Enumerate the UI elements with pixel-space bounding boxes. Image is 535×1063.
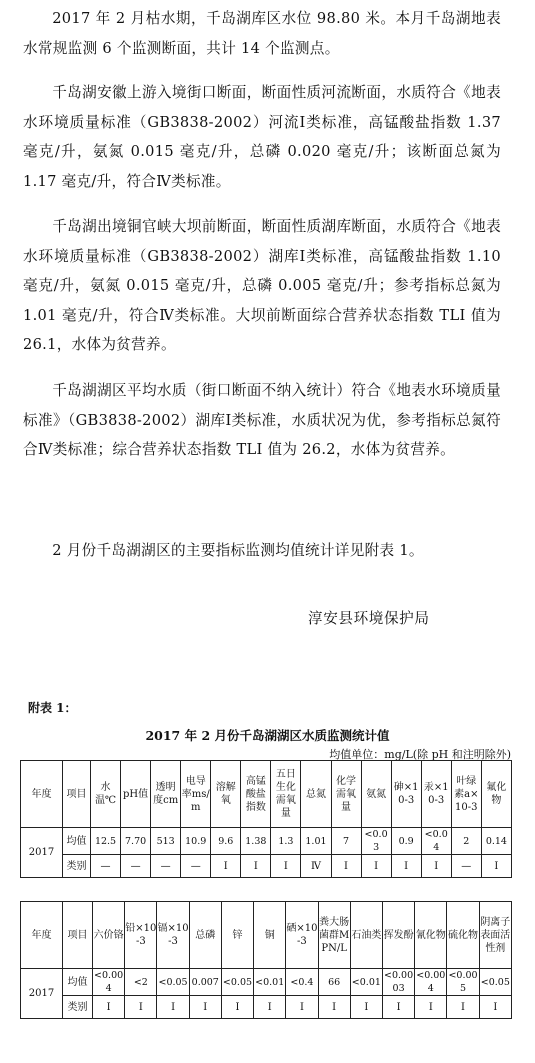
mean-value-cell: 0.9 <box>391 828 421 855</box>
class-value-cell: I <box>254 996 286 1019</box>
indicator-header: 汞×10-3 <box>421 761 451 828</box>
mean-value-cell: 10.9 <box>181 828 211 855</box>
indicator-header: 氨氮 <box>361 761 391 828</box>
class-value-cell: I <box>189 996 221 1019</box>
mean-value-cell: <0.05 <box>221 969 253 996</box>
year-header: 年度 <box>21 761 63 828</box>
indicator-header: 溶解氧 <box>211 761 241 828</box>
mean-value-cell: 7.70 <box>121 828 151 855</box>
indicator-header: 总磷 <box>189 902 221 969</box>
paragraph-intro: 2017 年 2 月枯水期，千岛湖库区水位 98.80 米。本月千岛湖地表水常规监测 6 个监测断面，共计 14 个监测点。 <box>23 10 501 57</box>
signature: 淳安县环境保护局 <box>308 610 430 627</box>
mean-value-cell: <0.004 <box>416 970 446 994</box>
class-value-cell: — <box>151 855 181 878</box>
mean-value-cell: <0.004 <box>94 970 124 994</box>
table-header-row <box>21 761 512 828</box>
indicator-header: pH值 <box>121 761 151 828</box>
class-value-cell: I <box>318 996 350 1019</box>
mean-value-cell: <0.01 <box>350 969 382 996</box>
class-value-cell: — <box>91 855 121 878</box>
mean-value-cell: 12.5 <box>91 828 121 855</box>
monitoring-table-1 <box>20 760 512 878</box>
indicator-header: 五日生化需氧量 <box>271 761 301 828</box>
indicator-header: 透明度cm <box>151 761 181 828</box>
mean-value-cell: 2 <box>451 828 481 855</box>
indicator-header: 电导率ms/m <box>181 761 211 828</box>
class-value-cell: I <box>211 855 241 878</box>
mean-value-cell: 513 <box>151 828 181 855</box>
monitoring-table-2 <box>20 901 512 1019</box>
indicator-header: 锌 <box>221 902 253 969</box>
class-value-cell: I <box>125 996 157 1019</box>
table-row <box>21 969 512 996</box>
paragraph-table-reference: 2 月份千岛湖湖区的主要指标监测均值统计详见附表 1。 <box>52 542 424 559</box>
mean-value-cell: 0.007 <box>189 969 221 996</box>
class-value-cell: I <box>391 855 421 878</box>
mean-value-cell: 1.01 <box>301 828 331 855</box>
mean-label: 均值 <box>63 969 93 996</box>
mean-value-cell: <2 <box>125 969 157 996</box>
class-value-cell: I <box>479 996 511 1019</box>
paragraph-jiekou: 千岛湖安徽上游入境街口断面，断面性质河流断面，水质符合《地表水环境质量标准（GB3838-2002）河流Ⅰ类标准，高锰酸盐指数 1.37 毫克/升，氨氮 0.015 毫克/升，总磷 0.020 毫克/升；该断面总氮为 1.17 毫克/升，符合Ⅳ类标准。 <box>23 84 501 190</box>
table-title: 2017 年 2 月份千岛湖湖区水质监测统计值 <box>145 728 390 743</box>
class-value-cell: I <box>447 996 479 1019</box>
mean-value-cell: <0.04 <box>421 828 451 855</box>
indicator-header: 化学需氧量 <box>331 761 361 828</box>
indicator-header: 高锰酸盐指数 <box>241 761 271 828</box>
table-row <box>21 828 512 855</box>
class-value-cell: I <box>415 996 447 1019</box>
class-label: 类别 <box>63 996 93 1019</box>
year-cell: 2017 <box>21 969 63 1019</box>
class-value-cell: I <box>93 996 125 1019</box>
class-value-cell: Ⅳ <box>301 855 331 878</box>
class-value-cell: I <box>421 855 451 878</box>
mean-value-cell: <0.0003 <box>384 970 414 994</box>
class-value-cell: I <box>382 996 414 1019</box>
table-row <box>21 855 512 878</box>
paragraph-dam: 千岛湖出境铜官峡大坝前断面，断面性质湖库断面，水质符合《地表水环境质量标准（GB3838-2002）湖库Ⅰ类标准，高锰酸盐指数 1.10 毫克/升，氨氮 0.015 毫克/升，总磷 0.005 毫克/升；参考指标总氮为 1.01 毫克/升，符合Ⅳ类标准。大坝前断面综合营养状态指数 TLI 值为 26.1，水体为贫营养。 <box>23 218 501 354</box>
mean-value-cell: 1.3 <box>271 828 301 855</box>
indicator-header: 阴离子表面活性剂 <box>479 902 511 969</box>
item-header: 项目 <box>63 761 91 828</box>
indicator-header: 石油类 <box>350 902 382 969</box>
mean-value-cell: 9.6 <box>211 828 241 855</box>
indicator-header: 砷×10-3 <box>391 761 421 828</box>
class-label: 类别 <box>63 855 91 878</box>
year-header: 年度 <box>21 902 63 969</box>
class-value-cell: I <box>157 996 189 1019</box>
class-value-cell: I <box>350 996 382 1019</box>
indicator-header: 六价铬 <box>93 902 125 969</box>
indicator-header: 粪大肠菌群MPN/L <box>318 902 350 969</box>
mean-value-cell: 66 <box>318 969 350 996</box>
item-header: 项目 <box>63 902 93 969</box>
mean-value-cell: <0.05 <box>157 969 189 996</box>
class-value-cell: I <box>241 855 271 878</box>
indicator-header: 氰化物 <box>415 902 447 969</box>
table-row <box>21 996 512 1019</box>
indicator-header: 铜 <box>254 902 286 969</box>
indicator-header: 镉×10-3 <box>157 902 189 969</box>
indicator-header: 硒×10-3 <box>286 902 318 969</box>
indicator-header: 总氮 <box>301 761 331 828</box>
table-header-row <box>21 902 512 969</box>
indicator-header: 铅×10-3 <box>125 902 157 969</box>
mean-value-cell: <0.005 <box>448 970 478 994</box>
mean-value-cell: 7 <box>331 828 361 855</box>
class-value-cell: — <box>451 855 481 878</box>
indicator-header: 氟化物 <box>481 761 511 828</box>
paragraph-lake-average: 千岛湖湖区平均水质（街口断面不纳入统计）符合《地表水环境质量标准》（GB3838-2002）湖库Ⅰ类标准，水质状况为优，参考指标总氮符合Ⅳ类标准；综合营养状态指数 TLI 值为 26.2，水体为贫营养。 <box>23 382 501 459</box>
indicator-header: 叶绿素a×10-3 <box>451 761 481 828</box>
class-value-cell: I <box>286 996 318 1019</box>
indicator-header: 硫化物 <box>447 902 479 969</box>
class-value-cell: I <box>481 855 511 878</box>
indicator-header: 挥发酚 <box>382 902 414 969</box>
mean-value-cell: <0.4 <box>286 969 318 996</box>
class-value-cell: — <box>181 855 211 878</box>
mean-value-cell: <0.01 <box>254 969 286 996</box>
class-value-cell: — <box>121 855 151 878</box>
class-value-cell: I <box>361 855 391 878</box>
unit-note: 均值单位：mg/L(除 pH 和注明除外) <box>329 748 511 761</box>
mean-value-cell: <0.05 <box>479 969 511 996</box>
class-value-cell: I <box>331 855 361 878</box>
mean-value-cell: 0.14 <box>481 828 511 855</box>
year-cell: 2017 <box>21 828 63 878</box>
mean-value-cell: <0.03 <box>361 828 391 855</box>
mean-value-cell: 1.38 <box>241 828 271 855</box>
class-value-cell: I <box>221 996 253 1019</box>
class-value-cell: I <box>271 855 301 878</box>
mean-label: 均值 <box>63 828 91 855</box>
annex-label: 附表 1： <box>28 701 77 715</box>
indicator-header: 水温℃ <box>91 761 121 828</box>
